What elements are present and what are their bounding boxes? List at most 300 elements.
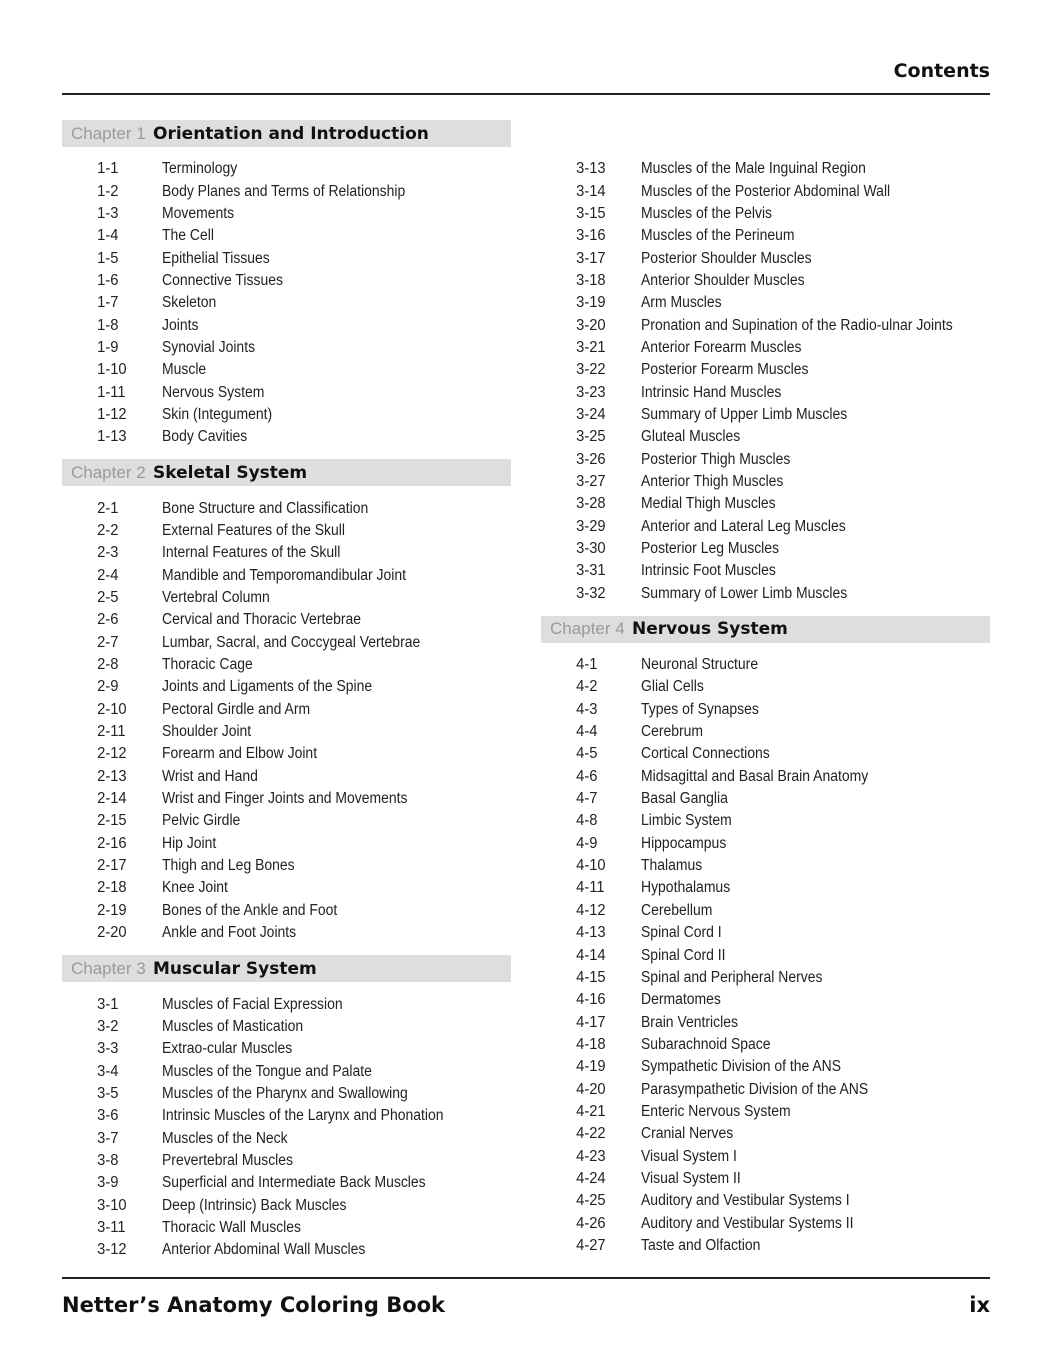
plate-title: Shoulder Joint (162, 723, 252, 741)
plate-number: 4-3 (576, 700, 598, 718)
plate-number: 2-14 (97, 790, 127, 808)
plate-number: 3-24 (576, 405, 606, 423)
toc-entry[interactable] (541, 247, 990, 269)
plate-title: Superficial and Intermediate Back Muscles (162, 1174, 426, 1192)
plate-number: 2-8 (97, 656, 119, 674)
toc-entry[interactable] (541, 721, 990, 743)
plate-number: 4-15 (576, 968, 606, 986)
plate-title: Parasympathetic Division of the ANS (641, 1080, 869, 1098)
plate-number: 2-11 (97, 723, 126, 741)
plate-number: 2-13 (97, 767, 127, 785)
plate-title: Bone Structure and Classification (162, 499, 369, 517)
plate-title: Intrinsic Muscles of the Larynx and Phonation (162, 1107, 444, 1125)
plate-number: 2-5 (97, 589, 119, 607)
plate-title: Medial Thigh Muscles (641, 495, 776, 513)
toc-entry[interactable] (62, 337, 511, 359)
plate-number: 1-13 (97, 428, 127, 446)
plate-number: 1-1 (97, 160, 119, 178)
toc-entry[interactable] (541, 810, 990, 832)
plate-title: Muscles of Mastication (162, 1017, 304, 1035)
plate-number: 1-4 (97, 227, 119, 245)
plate-title: Muscles of the Pharynx and Swallowing (162, 1084, 408, 1102)
toc-entry[interactable] (62, 609, 511, 631)
plate-number: 4-24 (576, 1169, 606, 1187)
header-rule (62, 93, 990, 95)
plate-title: Cerebrum (641, 723, 704, 741)
toc-entry[interactable] (62, 497, 511, 519)
plate-number: 3-8 (97, 1151, 119, 1169)
plate-title: Epithelial Tissues (162, 249, 270, 267)
toc-entry[interactable] (62, 158, 511, 180)
plate-title: Terminology (162, 160, 238, 178)
plate-number: 3-18 (576, 271, 606, 289)
plate-title: Brain Ventricles (641, 1013, 738, 1031)
toc-entry[interactable] (62, 743, 511, 765)
plate-number: 4-20 (576, 1080, 606, 1098)
plate-number: 2-9 (97, 678, 119, 696)
chapter-title: Muscular System (153, 958, 317, 979)
plate-number: 4-5 (576, 745, 598, 763)
plate-number: 2-4 (97, 566, 119, 584)
plate-title: Knee Joint (162, 879, 228, 897)
plate-number: 3-11 (97, 1218, 126, 1236)
plate-title: External Features of the Skull (162, 521, 345, 539)
plate-number: 3-3 (97, 1040, 119, 1058)
toc-entry[interactable] (541, 900, 990, 922)
plate-title: Anterior Forearm Muscles (641, 338, 802, 356)
plate-title: Spinal Cord I (641, 924, 722, 942)
toc-entry[interactable] (62, 426, 511, 448)
plate-title: Limbic System (641, 812, 732, 830)
plate-number: 2-17 (97, 857, 127, 875)
plate-title: Intrinsic Foot Muscles (641, 562, 776, 580)
plate-number: 3-19 (576, 294, 606, 312)
plate-number: 1-8 (97, 316, 119, 334)
toc-entry[interactable] (62, 654, 511, 676)
toc-entry[interactable] (541, 676, 990, 698)
plate-title: Thoracic Wall Muscles (162, 1218, 302, 1236)
plate-title: Arm Muscles (641, 294, 722, 312)
footer-book-title: Netter’s Anatomy Coloring Book (62, 1293, 446, 1317)
plate-number: 2-12 (97, 745, 127, 763)
plate-number: 2-15 (97, 812, 127, 830)
toc-entry[interactable] (541, 877, 990, 899)
plate-number: 1-7 (97, 294, 119, 312)
plate-title: Types of Synapses (641, 700, 759, 718)
plate-title: Taste and Olfaction (641, 1236, 761, 1254)
plate-number: 3-15 (576, 204, 606, 222)
plate-title: Forearm and Elbow Joint (162, 745, 318, 763)
plate-number: 1-11 (97, 383, 126, 401)
toc-entry[interactable] (62, 721, 511, 743)
toc-entry[interactable] (541, 855, 990, 877)
plate-number: 2-16 (97, 834, 127, 852)
chapter-heading (541, 616, 990, 643)
plate-title: Posterior Leg Muscles (641, 540, 780, 558)
plate-title: Prevertebral Muscles (162, 1151, 294, 1169)
toc-entry[interactable] (62, 1016, 511, 1038)
toc-entry[interactable] (541, 989, 990, 1011)
toc-right-column (541, 158, 990, 1268)
toc-entry[interactable] (62, 225, 511, 247)
plate-number: 3-9 (97, 1174, 119, 1192)
plate-title: Synovial Joints (162, 338, 256, 356)
toc-entry[interactable] (62, 1060, 511, 1082)
plate-number: 3-5 (97, 1084, 119, 1102)
plate-number: 2-19 (97, 901, 127, 919)
plate-number: 4-16 (576, 991, 606, 1009)
toc-entry[interactable] (541, 1212, 990, 1234)
plate-title: Bones of the Ankle and Foot (162, 901, 338, 919)
plate-number: 3-31 (576, 562, 606, 580)
toc-entry[interactable] (62, 565, 511, 587)
toc-entry[interactable] (541, 766, 990, 788)
plate-number: 1-12 (97, 405, 127, 423)
toc-entry[interactable] (62, 381, 511, 403)
plate-number: 2-6 (97, 611, 119, 629)
chapter-title: Orientation and Introduction (153, 123, 429, 144)
plate-number: 3-14 (576, 182, 606, 200)
plate-title: Posterior Forearm Muscles (641, 361, 809, 379)
chapter-label: Chapter 3 (71, 958, 146, 978)
toc-entry[interactable] (62, 1194, 511, 1216)
plate-title: Posterior Shoulder Muscles (641, 249, 812, 267)
plate-title: Muscles of the Perineum (641, 227, 795, 245)
plate-title: Posterior Thigh Muscles (641, 450, 791, 468)
toc-entry[interactable] (541, 314, 990, 336)
toc-entry[interactable] (541, 270, 990, 292)
plate-title: Summary of Lower Limb Muscles (641, 584, 848, 602)
plate-number: 4-14 (576, 946, 606, 964)
toc-entry[interactable] (541, 359, 990, 381)
plate-title: Spinal Cord II (641, 946, 726, 964)
toc-entry[interactable] (541, 1123, 990, 1145)
plate-number: 4-22 (576, 1125, 606, 1143)
plate-title: Intrinsic Hand Muscles (641, 383, 782, 401)
plate-number: 3-2 (97, 1017, 119, 1035)
toc-entry[interactable] (62, 314, 511, 336)
plate-title: Hip Joint (162, 834, 217, 852)
plate-number: 4-19 (576, 1058, 606, 1076)
plate-title: Muscles of the Neck (162, 1129, 288, 1147)
toc-entry[interactable] (541, 180, 990, 202)
plate-title: Body Cavities (162, 428, 248, 446)
toc-entry[interactable] (541, 944, 990, 966)
plate-title: Cervical and Thoracic Vertebrae (162, 611, 362, 629)
plate-title: Gluteal Muscles (641, 428, 741, 446)
plate-title: Nervous System (162, 383, 265, 401)
plate-number: 1-6 (97, 271, 119, 289)
plate-number: 4-4 (576, 723, 598, 741)
toc-entry[interactable] (62, 1127, 511, 1149)
plate-title: Pronation and Supination of the Radio-ulnar Joints (641, 316, 953, 334)
toc-entry-list (62, 158, 511, 448)
chapter-label: Chapter 2 (71, 462, 146, 482)
plate-number: 4-21 (576, 1102, 606, 1120)
plate-title: Wrist and Hand (162, 767, 258, 785)
toc-entry[interactable] (541, 788, 990, 810)
plate-number: 2-3 (97, 544, 119, 562)
plate-title: Deep (Intrinsic) Back Muscles (162, 1196, 347, 1214)
toc-entry[interactable] (541, 493, 990, 515)
plate-number: 3-29 (576, 517, 606, 535)
toc-entry[interactable] (541, 1034, 990, 1056)
plate-title: Dermatomes (641, 991, 721, 1009)
plate-title: Muscles of the Male Inguinal Region (641, 160, 866, 178)
toc-entry[interactable] (62, 1172, 511, 1194)
plate-title: Hippocampus (641, 834, 727, 852)
toc-entry[interactable] (541, 1056, 990, 1078)
toc-entry[interactable] (62, 877, 511, 899)
toc-entry[interactable] (62, 359, 511, 381)
toc-entry[interactable] (62, 833, 511, 855)
plate-number: 3-23 (576, 383, 606, 401)
toc-entry[interactable] (62, 1038, 511, 1060)
toc-entry[interactable] (62, 1105, 511, 1127)
plate-number: 3-16 (576, 227, 606, 245)
plate-title: Hypothalamus (641, 879, 731, 897)
toc-entry[interactable] (541, 922, 990, 944)
toc-entry[interactable] (541, 1168, 990, 1190)
plate-number: 4-27 (576, 1236, 606, 1254)
plate-title: Internal Features of the Skull (162, 544, 341, 562)
plate-title: Joints (162, 316, 199, 334)
plate-title: Mandible and Temporomandibular Joint (162, 566, 407, 584)
plate-title: Neuronal Structure (641, 656, 759, 674)
plate-number: 3-1 (97, 995, 119, 1013)
plate-number: 3-32 (576, 584, 606, 602)
plate-title: Muscles of the Tongue and Palate (162, 1062, 372, 1080)
plate-title: Sympathetic Division of the ANS (641, 1058, 842, 1076)
plate-title: Lumbar, Sacral, and Coccygeal Vertebrae (162, 633, 421, 651)
plate-title: Muscles of Facial Expression (162, 995, 343, 1013)
plate-title: Joints and Ligaments of the Spine (162, 678, 373, 696)
plate-title: Pectoral Girdle and Arm (162, 700, 311, 718)
chapter-label: Chapter 4 (550, 619, 625, 639)
chapter-title: Nervous System (632, 619, 788, 640)
plate-title: Enteric Nervous System (641, 1102, 791, 1120)
toc-entry[interactable] (541, 1078, 990, 1100)
plate-title: Skin (Integument) (162, 405, 273, 423)
toc-entry[interactable] (541, 337, 990, 359)
footer-page-number: ix (969, 1293, 990, 1317)
toc-entry-list (541, 654, 990, 1257)
chapter-heading (62, 459, 511, 486)
plate-number: 3-4 (97, 1062, 119, 1080)
plate-number: 4-9 (576, 834, 598, 852)
plate-title: Cerebellum (641, 901, 713, 919)
plate-title: Muscle (162, 361, 207, 379)
plate-title: Ankle and Foot Joints (162, 924, 297, 942)
toc-entry[interactable] (541, 292, 990, 314)
plate-title: Summary of Upper Limb Muscles (641, 405, 848, 423)
plate-number: 3-30 (576, 540, 606, 558)
plate-number: 1-3 (97, 204, 119, 222)
toc-entry[interactable] (541, 381, 990, 403)
plate-title: Skeleton (162, 294, 217, 312)
toc-entry[interactable] (62, 1217, 511, 1239)
plate-title: Wrist and Finger Joints and Movements (162, 790, 408, 808)
toc-entry[interactable] (541, 654, 990, 676)
toc-entry[interactable] (62, 676, 511, 698)
plate-title: Connective Tissues (162, 271, 283, 289)
chapter-label: Chapter 1 (71, 123, 146, 143)
plate-number: 4-11 (576, 879, 605, 897)
plate-title: Midsagittal and Basal Brain Anatomy (641, 767, 869, 785)
toc-entry[interactable] (541, 404, 990, 426)
plate-title: Thalamus (641, 857, 703, 875)
plate-number: 2-1 (97, 499, 119, 517)
plate-number: 3-25 (576, 428, 606, 446)
toc-entry[interactable] (541, 158, 990, 180)
plate-title: Anterior Shoulder Muscles (641, 271, 805, 289)
plate-number: 3-7 (97, 1129, 119, 1147)
toc-entry[interactable] (62, 788, 511, 810)
plate-title: Cranial Nerves (641, 1125, 734, 1143)
plate-number: 2-10 (97, 700, 127, 718)
toc-entry[interactable] (541, 538, 990, 560)
chapter-heading (62, 120, 511, 147)
plate-number: 3-17 (576, 249, 606, 267)
toc-entry[interactable] (541, 560, 990, 582)
plate-number: 4-1 (576, 656, 598, 674)
plate-title: Auditory and Vestibular Systems II (641, 1214, 854, 1232)
plate-title: Anterior Abdominal Wall Muscles (162, 1241, 366, 1259)
toc-entry[interactable] (62, 766, 511, 788)
plate-number: 4-6 (576, 767, 598, 785)
plate-title: Spinal and Peripheral Nerves (641, 968, 823, 986)
toc-entry[interactable] (62, 203, 511, 225)
plate-title: Pelvic Girdle (162, 812, 241, 830)
plate-number: 3-20 (576, 316, 606, 334)
plate-title: Anterior and Lateral Leg Muscles (641, 517, 846, 535)
plate-number: 3-13 (576, 160, 606, 178)
plate-title: Movements (162, 204, 235, 222)
toc-entry-list (62, 993, 511, 1261)
plate-number: 3-26 (576, 450, 606, 468)
plate-title: Subarachnoid Space (641, 1035, 771, 1053)
toc-entry[interactable] (541, 1101, 990, 1123)
plate-number: 3-10 (97, 1196, 127, 1214)
toc-entry[interactable] (541, 1190, 990, 1212)
toc-entry[interactable] (62, 900, 511, 922)
plate-number: 4-23 (576, 1147, 606, 1165)
plate-title: Thigh and Leg Bones (162, 857, 295, 875)
toc-entry-list (62, 497, 511, 944)
toc-entry[interactable] (541, 203, 990, 225)
plate-number: 1-10 (97, 361, 127, 379)
plate-title: Thoracic Cage (162, 656, 253, 674)
plate-title: Muscles of the Pelvis (641, 204, 773, 222)
plate-number: 4-2 (576, 678, 598, 696)
plate-number: 4-18 (576, 1035, 606, 1053)
toc-entry[interactable] (62, 993, 511, 1015)
plate-title: Extrao-cular Muscles (162, 1040, 293, 1058)
plate-number: 3-6 (97, 1107, 119, 1125)
toc-entry[interactable] (541, 225, 990, 247)
plate-number: 4-7 (576, 790, 598, 808)
plate-number: 3-28 (576, 495, 606, 513)
toc-entry[interactable] (541, 1235, 990, 1257)
plate-number: 3-12 (97, 1241, 127, 1259)
plate-title: Auditory and Vestibular Systems I (641, 1192, 850, 1210)
toc-entry[interactable] (62, 1083, 511, 1105)
plate-number: 4-25 (576, 1192, 606, 1210)
toc-entry[interactable] (541, 583, 990, 605)
toc-entry[interactable] (541, 833, 990, 855)
toc-entry[interactable] (62, 270, 511, 292)
plate-number: 2-20 (97, 924, 127, 942)
toc-entry[interactable] (541, 516, 990, 538)
plate-number: 3-21 (576, 338, 606, 356)
plate-title: Cortical Connections (641, 745, 770, 763)
plate-number: 3-22 (576, 361, 606, 379)
toc-entry[interactable] (541, 426, 990, 448)
plate-title: Anterior Thigh Muscles (641, 472, 784, 490)
toc-entry[interactable] (62, 699, 511, 721)
toc-entry[interactable] (541, 471, 990, 493)
plate-number: 4-12 (576, 901, 606, 919)
toc-entry-list (541, 158, 990, 605)
plate-number: 2-7 (97, 633, 119, 651)
chapter-heading (62, 955, 511, 982)
plate-title: Basal Ganglia (641, 790, 728, 808)
plate-number: 4-8 (576, 812, 598, 830)
plate-title: Vertebral Column (162, 589, 270, 607)
toc-entry[interactable] (62, 292, 511, 314)
toc-entry[interactable] (62, 632, 511, 654)
toc-entry[interactable] (541, 699, 990, 721)
toc-entry[interactable] (62, 922, 511, 944)
toc-entry[interactable] (541, 448, 990, 470)
toc-entry[interactable] (62, 542, 511, 564)
plate-number: 2-18 (97, 879, 127, 897)
plate-title: Muscles of the Posterior Abdominal Wall (641, 182, 891, 200)
plate-number: 1-2 (97, 182, 119, 200)
toc-entry[interactable] (62, 247, 511, 269)
toc-entry[interactable] (62, 180, 511, 202)
toc-entry[interactable] (541, 743, 990, 765)
plate-number: 4-17 (576, 1013, 606, 1031)
toc-entry[interactable] (62, 1239, 511, 1261)
plate-title: The Cell (162, 227, 214, 245)
toc-entry[interactable] (62, 520, 511, 542)
plate-title: Glial Cells (641, 678, 704, 696)
toc-entry[interactable] (62, 810, 511, 832)
chapter-title: Skeletal System (153, 462, 308, 483)
plate-title: Visual System II (641, 1169, 741, 1187)
plate-number: 2-2 (97, 521, 119, 539)
toc-left-column (62, 120, 511, 1272)
plate-title: Visual System I (641, 1147, 737, 1165)
toc-entry[interactable] (62, 587, 511, 609)
toc-entry[interactable] (541, 1145, 990, 1167)
plate-number: 4-10 (576, 857, 606, 875)
plate-number: 3-27 (576, 472, 606, 490)
toc-entry[interactable] (62, 855, 511, 877)
toc-entry[interactable] (541, 1011, 990, 1033)
plate-number: 1-9 (97, 338, 119, 356)
plate-title: Body Planes and Terms of Relationship (162, 182, 406, 200)
plate-number: 4-26 (576, 1214, 606, 1232)
plate-number: 1-5 (97, 249, 119, 267)
footer-rule (62, 1277, 990, 1279)
toc-entry[interactable] (62, 404, 511, 426)
toc-entry[interactable] (62, 1150, 511, 1172)
page-header-title: Contents (893, 60, 990, 82)
toc-entry[interactable] (541, 967, 990, 989)
plate-number: 4-13 (576, 924, 606, 942)
